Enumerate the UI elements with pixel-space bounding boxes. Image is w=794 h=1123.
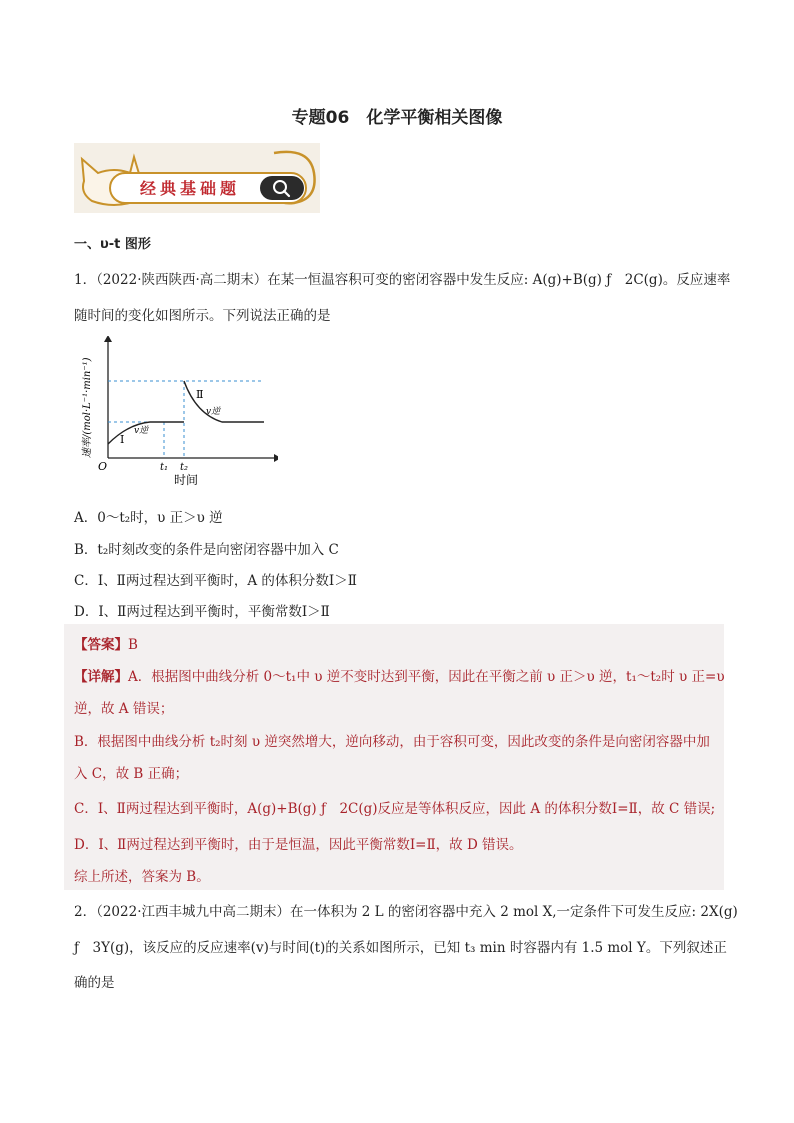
q1-option-d: D．Ⅰ、Ⅱ两过程达到平衡时，平衡常数Ⅰ＞Ⅱ [74, 604, 330, 620]
q1-option-c: C．Ⅰ、Ⅱ两过程达到平衡时，A 的体积分数Ⅰ＞Ⅱ [74, 573, 357, 589]
q2-line3: 确的是 [74, 975, 115, 991]
search-pill [260, 176, 304, 200]
q1-detail-line2: 逆，故 A 错误； [74, 701, 174, 717]
label-I: Ⅰ [120, 433, 125, 446]
answer-tag: 【答案】 [74, 637, 128, 653]
banner-label: 经典基础题 [139, 179, 241, 198]
banner [74, 143, 320, 213]
q1-detail-line5: C．Ⅰ、Ⅱ两过程达到平衡时，A(g)+B(g) ƒ 2C(g)反应是等体积反应，因此 A 的体积分数Ⅰ=Ⅱ，故 C 错误; [74, 801, 716, 817]
rate-time-figure [78, 336, 278, 488]
section-heading: 一、υ-t 图形 [74, 237, 151, 252]
q1-summary: 综上所述，答案为 B。 [74, 869, 210, 885]
q2-line2: ƒ 3Y(g)，该反应的反应速率(v)与时间(t)的关系如图所示，已知 t₃ min 时容器内有 1.5 mol Y。下列叙述正 [74, 940, 727, 956]
detail-line1-text: A．根据图中曲线分析 0～t₁中 υ 逆不变时达到平衡，因此在平衡之前 υ 正＞υ 逆，t₁～t₂时 υ 正=υ [128, 669, 725, 685]
t2-label: t₂ [180, 462, 189, 473]
v-rev-label-1: v逆 [134, 426, 149, 436]
x-axis-arrow [274, 454, 278, 462]
label-II: Ⅱ [196, 388, 204, 401]
q1-detail-line1 [74, 665, 725, 685]
q1-stem-line2: 随时间的变化如图所示。下列说法正确的是 [74, 308, 331, 324]
y-axis-label: 速率/(mol·L⁻¹·min⁻¹) [82, 357, 93, 458]
origin-label: O [98, 460, 108, 473]
detail-tag: 【详解】 [74, 669, 128, 685]
page-title: 专题06 化学平衡相关图像 [291, 108, 503, 128]
q1-option-a: A．0～t₂时，υ 正＞υ 逆 [74, 510, 223, 526]
t1-label: t₁ [160, 462, 169, 473]
q1-detail-line6: D．Ⅰ、Ⅱ两过程达到平衡时，由于是恒温，因此平衡常数Ⅰ=Ⅱ，故 D 错误。 [74, 837, 523, 853]
q1-answer [74, 633, 138, 653]
q2-line1: 2．（2022·江西丰城九中高二期末）在一体积为 2 L 的密闭容器中充入 2 mol X,一定条件下可发生反应: 2X(g) [74, 904, 738, 920]
q1-option-b: B．t₂时刻改变的条件是向密闭容器中加入 C [74, 542, 339, 558]
x-axis-label: 时间 [174, 473, 199, 487]
y-axis-arrow [104, 336, 112, 342]
v-rev-label-2: v逆 [206, 407, 221, 417]
q1-detail-line3: B．根据图中曲线分析 t₂时刻 υ 逆突然增大，逆向移动，由于容积可变，因此改变的条件是向密闭容器中加 [74, 734, 710, 750]
answer-value: B [128, 637, 138, 653]
q1-stem-line1: 1．（2022·陕西陕西·高二期末）在某一恒温容积可变的密闭容器中发生反应: A(g)+B(g) ƒ 2C(g)。反应速率 [74, 272, 731, 288]
q1-detail-line4: 入 C，故 B 正确； [74, 766, 189, 782]
